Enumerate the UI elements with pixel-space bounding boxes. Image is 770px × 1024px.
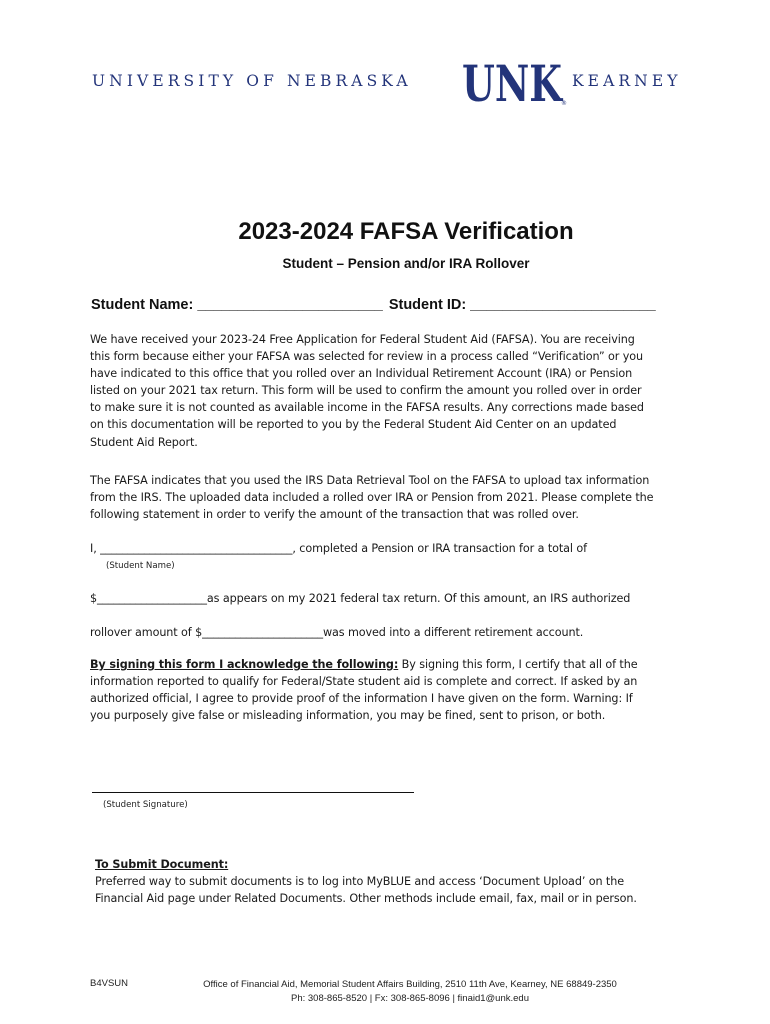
intro-line: Student Aid Report. [90, 435, 198, 449]
unk-logo [460, 56, 568, 106]
acknowledgement-line [90, 656, 690, 673]
student-id-field[interactable]: Student ID: _______________________ [388, 297, 656, 313]
drt-paragraph [90, 472, 690, 523]
rollover-amount-statement[interactable]: rollover amount of $______________________was moved into a different retirement account. [90, 626, 584, 639]
student-name-field[interactable]: Student Name: _______________________ [91, 297, 383, 313]
intro-line: listed on your 2021 tax return. This form will be used to confirm the amount you rolled over in order [90, 384, 642, 398]
acknowledgement-text: By signing this form, I certify that all of the [398, 658, 638, 671]
page-title: 2023-2024 FAFSA Verification [238, 218, 574, 245]
form-code: B4VSUN [90, 978, 129, 989]
page-subtitle: Student – Pension and/or IRA Rollover [282, 256, 530, 271]
drt-line: from the IRS. The uploaded data included a rolled over IRA or Pension from 2021. Please complete the [90, 491, 654, 505]
footer-phone: Ph: 308-865-8520 | Fx: 308-865-8096 | finaid1@unk.edu [291, 992, 529, 1004]
intro-line: on this documentation will be reported to you by the Federal Student Aid Center on an updated [90, 418, 617, 432]
header-university-name: UNIVERSITY OF NEBRASKA [92, 72, 412, 90]
university-header [0, 58, 770, 108]
student-info-line [91, 297, 656, 313]
registered-mark: ® [561, 100, 567, 106]
intro-line: this form because either your FAFSA was selected for review in a process called “Verification” or you [90, 350, 643, 364]
intro-line: to make sure it is not counted as available income in the FAFSA results. Any corrections made based [90, 401, 644, 415]
intro-line: have indicated to this office that you rolled over an Individual Retirement Account (IRA) or Pension [90, 367, 633, 381]
acknowledgement-line: information reported to qualify for Federal/State student aid is complete and correct. If asked by an [90, 675, 638, 689]
signature-caption: (Student Signature) [103, 800, 188, 810]
total-amount-statement[interactable]: $____________________as appears on my 2021 federal tax return. Of this amount, an IRS authorized [90, 592, 631, 605]
intro-line: We have received your 2023-24 Free Application for Federal Student Aid (FAFSA). You are receiving [90, 333, 635, 346]
acknowledgement-lead: By signing this form I acknowledge the following: [90, 658, 399, 671]
submit-instructions [95, 856, 695, 907]
drt-line: The FAFSA indicates that you used the IRS Data Retrieval Tool on the FAFSA to upload tax information [90, 474, 650, 487]
acknowledgement-line: you purposely give false or misleading information, you may be fined, sent to prison, or both. [90, 709, 606, 723]
student-name-caption: (Student Name) [106, 561, 175, 571]
submit-line: Preferred way to submit documents is to log into MyBLUE and access ‘Document Upload’ on the [95, 875, 624, 889]
signature-line[interactable] [92, 792, 414, 793]
unk-logo-text: UNK [462, 56, 564, 106]
drt-line: following statement in order to verify the amount of the transaction that was rolled over. [90, 508, 579, 522]
student-name-statement[interactable]: I, ___________________________________, completed a Pension or IRA transaction for a total of [90, 542, 587, 555]
footer-contact [130, 978, 690, 1005]
footer-address: Office of Financial Aid, Memorial Student Affairs Building, 2510 11th Ave, Kearney, NE 68849-2350 [203, 979, 617, 990]
acknowledgement-line: authorized official, I agree to provide proof of the information I have given on the form. Warning: If [90, 692, 633, 706]
submit-line: Financial Aid page under Related Documents. Other methods include email, fax, mail or in person. [95, 892, 637, 906]
submit-title: To Submit Document: [95, 858, 229, 871]
acknowledgement-paragraph [90, 656, 690, 724]
header-campus-name: KEARNEY [572, 72, 682, 90]
intro-paragraph [90, 331, 690, 451]
